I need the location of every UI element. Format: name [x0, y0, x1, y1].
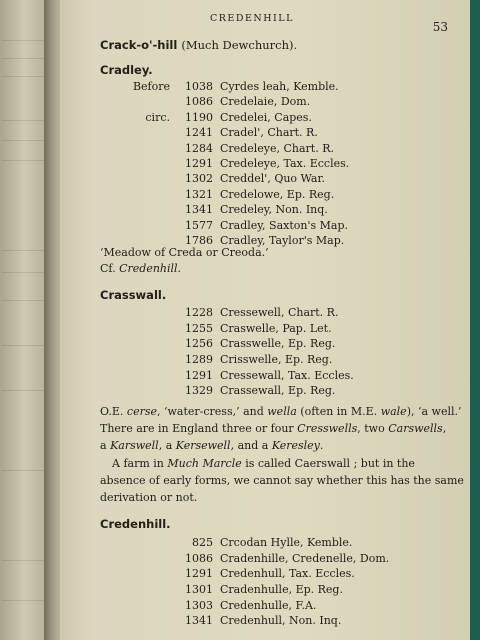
- list-item: 1321 Credelowe, Ep. Reg.: [185, 187, 335, 201]
- entry-name: Crack-o'-hill: [100, 38, 178, 52]
- list-item: 825 Crcodan Hylle, Kemble.: [192, 536, 353, 549]
- list-item: 1302 Creddel', Quo War.: [185, 172, 325, 186]
- list-item: 1086 Cradenhille, Credenelle, Dom.: [185, 551, 390, 565]
- list-item: circ. 1190 Credelei, Capes.: [145, 110, 312, 124]
- list-item: 1329 Crassewall, Ep. Reg.: [185, 384, 336, 398]
- list-item: 1291 Credenhull, Tax. Eccles.: [185, 567, 355, 581]
- list-item: 1086 Credelaie, Dom.: [185, 95, 311, 109]
- list-item: 1284 Credeleye, Chart. R.: [185, 141, 334, 155]
- cradley-meaning: ‘Meadow of Creda or Creoda.’: [100, 246, 269, 259]
- list-item: 1289 Crisswelle, Ep. Reg.: [185, 353, 333, 367]
- list-item: 1577 Cradley, Saxton's Map.: [185, 218, 348, 232]
- cradley-cross-reference: Cf. Credenhill.: [100, 262, 182, 275]
- credenhill-forms-list: [60, 536, 470, 630]
- crasswall-etymology: O.E. cerse, ‘water-cress,’ and wella (often in M.E. wale), ‘a well.’: [100, 405, 462, 418]
- list-item: 1255 Craswelle, Pap. Let.: [185, 321, 332, 335]
- crasswall-forms-list: [60, 306, 470, 400]
- entry-heading-crasswall: Crasswall.: [100, 288, 167, 302]
- entry-heading-credenhill: Credenhill.: [100, 517, 171, 531]
- crasswall-note-line-1: There are in England three or four Cresswells, two Carswells,: [100, 422, 447, 435]
- list-item: 1341 Credenhull, Non. Inq.: [185, 614, 342, 628]
- crasswall-note-line-2: a Karswell, a Kersewell, and a Keresley.: [100, 439, 324, 452]
- list-item: 1341 Credeley, Non. Inq.: [185, 203, 328, 217]
- list-item: 1291 Cressewall, Tax. Eccles.: [185, 368, 354, 382]
- crasswall-farm-line-2: absence of early forms, we cannot say whether this has the same: [100, 474, 464, 487]
- crasswall-farm-line-3: derivation or not.: [100, 491, 198, 504]
- list-item: Before 1038 Cyrdes leah, Kemble.: [132, 80, 339, 93]
- list-item: 1303 Credenhulle, F.A.: [185, 598, 317, 612]
- list-item: 1291 Credeleye, Tax. Eccles.: [185, 156, 350, 170]
- list-item: 1256 Crasswelle, Ep. Reg.: [185, 337, 336, 351]
- cradley-forms-list: [60, 80, 470, 249]
- list-item: 1241 Cradel', Chart. R.: [185, 126, 318, 140]
- entry-heading-cradley: Cradley.: [100, 63, 153, 77]
- book-page: [60, 0, 470, 640]
- list-item: 1301 Cradenhulle, Ep. Reg.: [185, 583, 343, 597]
- entry-note: (Much Dewchurch).: [181, 38, 298, 52]
- running-head: CREDENHILL: [210, 13, 294, 24]
- crasswall-farm-line-1: A farm in Much Marcle is called Caerswall ; but in the: [112, 457, 415, 470]
- entry-heading-crack-o-hill: [100, 38, 297, 52]
- facing-page-edge: [0, 0, 44, 640]
- list-item: 1786 Cradley, Taylor's Map.: [185, 233, 345, 247]
- page-number: 53: [432, 20, 448, 34]
- list-item: 1228 Cressewell, Chart. R.: [185, 306, 339, 319]
